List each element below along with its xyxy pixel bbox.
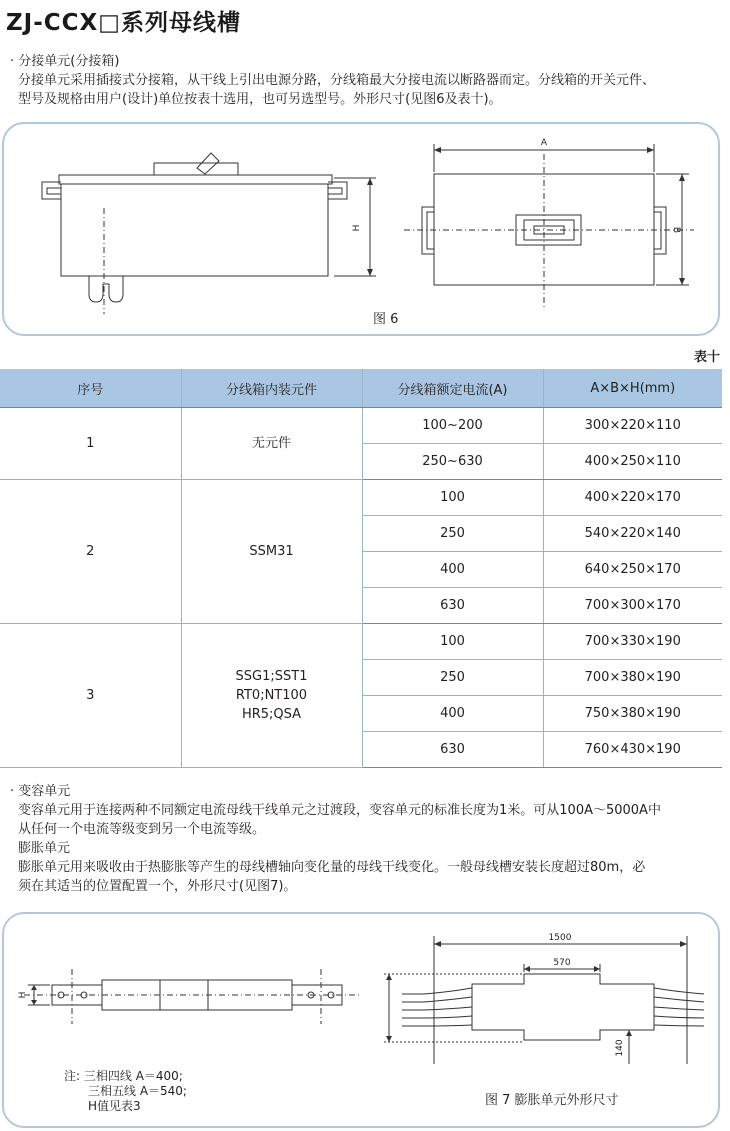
table-cell-dims: 760×430×190 bbox=[543, 732, 722, 768]
table-cell-no: 3 bbox=[0, 624, 181, 768]
note-line: 三相五线 A＝540; bbox=[88, 1084, 187, 1098]
table-row bbox=[0, 624, 722, 660]
dim-h-label: H bbox=[352, 224, 362, 232]
right-flexible-conductors bbox=[654, 988, 704, 1026]
section-heading-expansion: 膨胀单元 bbox=[18, 841, 71, 856]
table-cell-current: 100 bbox=[362, 624, 543, 660]
table-cell-current: 400 bbox=[362, 552, 543, 588]
section-heading-tap-unit: · 分接单元(分接箱) bbox=[10, 52, 655, 71]
table-cell-current: 250~630 bbox=[362, 444, 543, 480]
table-cell-dims: 700×380×190 bbox=[543, 660, 722, 696]
table-header-row bbox=[0, 369, 722, 408]
front-view-lid bbox=[59, 175, 332, 184]
table-cell-current: 400 bbox=[362, 696, 543, 732]
table-cell-dims: 700×330×190 bbox=[543, 624, 722, 660]
section-body-line: 变容单元用于连接两种不同额定电流母线干线单元之过渡段，变容单元的标准长度为1米。可从100A～5000A中 bbox=[18, 803, 661, 818]
figure-6-drawing bbox=[4, 124, 722, 338]
figure-6-panel bbox=[2, 122, 720, 336]
dim-140-label: 140 bbox=[615, 1039, 625, 1057]
table-cell-component bbox=[181, 480, 362, 624]
table-cell-component bbox=[181, 408, 362, 480]
component-line: HR5;QSA bbox=[241, 707, 302, 722]
section-body-line: 型号及规格由用户(设计)单位按表十选用，也可另选型号。外形尺寸(见图6及表十)。 bbox=[18, 92, 502, 107]
table-cell-dims: 640×250×170 bbox=[543, 552, 722, 588]
front-view-plug-fingers bbox=[89, 276, 123, 302]
table-header-cell: 分线箱内装元件 bbox=[181, 369, 362, 408]
table-cell-no: 1 bbox=[0, 408, 181, 480]
table-row bbox=[0, 408, 722, 444]
figure-7-panel bbox=[2, 912, 720, 1128]
section-tap-unit bbox=[10, 52, 655, 109]
dim-h-label: H bbox=[18, 991, 28, 999]
table-cell-dims: 400×250×110 bbox=[543, 444, 722, 480]
dim-570-label: 570 bbox=[553, 958, 571, 968]
component-line: SSG1;SST1 bbox=[235, 669, 308, 684]
front-view-body bbox=[61, 184, 328, 276]
figure-6-caption: 图 6 bbox=[373, 312, 399, 327]
table-cell-current: 100 bbox=[362, 480, 543, 516]
dim-b-label: B bbox=[671, 226, 681, 234]
table-cell-dims: 300×220×110 bbox=[543, 408, 722, 444]
spec-table bbox=[0, 369, 722, 768]
component-line: SSM31 bbox=[249, 544, 294, 559]
component-line: 无元件 bbox=[251, 436, 291, 451]
dim-a-label: A bbox=[540, 138, 548, 148]
section-heading-transition: · 变容单元 bbox=[10, 782, 661, 801]
front-view-left-bracket bbox=[42, 182, 61, 199]
table-label: 表十 bbox=[693, 350, 720, 365]
table-cell-dims: 540×220×140 bbox=[543, 516, 722, 552]
note-line: H值见表3 bbox=[88, 1099, 141, 1113]
dim-1500-label: 1500 bbox=[548, 933, 572, 943]
expansion-unit-body bbox=[472, 974, 654, 1040]
left-flexible-conductors bbox=[402, 988, 472, 1026]
front-view-top-cap bbox=[154, 163, 238, 175]
page-title: ZJ-CCX□系列母线槽 bbox=[6, 10, 242, 36]
front-view-right-bracket bbox=[328, 182, 347, 199]
table-header-cell: 分线箱额定电流(A) bbox=[362, 369, 543, 408]
figure-7-note bbox=[64, 1069, 187, 1114]
table-cell-dims: 700×300×170 bbox=[543, 588, 722, 624]
table-cell-dims: 750×380×190 bbox=[543, 696, 722, 732]
table-row bbox=[0, 480, 722, 516]
note-label: 注: bbox=[64, 1069, 81, 1083]
section-body-line: 膨胀单元用来吸收由于热膨胀等产生的母线槽轴向变化量的母线干线变化。一般母线槽安装长度超过80m，必 bbox=[18, 860, 646, 875]
table-header-cell: A×B×H(mm) bbox=[543, 369, 722, 408]
figure-7-caption: 图 7 膨胀单元外形尺寸 bbox=[485, 1093, 619, 1108]
component-line: RT0;NT100 bbox=[235, 688, 308, 703]
section-transition-expansion bbox=[10, 782, 661, 896]
section-body-line: 分接单元采用插接式分接箱，从干线上引出电源分路，分线箱最大分接电流以断路器而定。分线箱的开关元件、 bbox=[18, 73, 656, 88]
section-body-line: 从任何一个电流等级变到另一个电流等级。 bbox=[18, 822, 266, 837]
table-cell-no: 2 bbox=[0, 480, 181, 624]
table-cell-current: 630 bbox=[362, 732, 543, 768]
table-cell-current: 250 bbox=[362, 660, 543, 696]
note-line: 三相四线 A＝400; bbox=[83, 1069, 183, 1083]
table-cell-current: 630 bbox=[362, 588, 543, 624]
table-header-cell: 序号 bbox=[0, 369, 181, 408]
table-cell-current: 250 bbox=[362, 516, 543, 552]
table-cell-component bbox=[181, 624, 362, 768]
table-cell-current: 100~200 bbox=[362, 408, 543, 444]
table-cell-dims: 400×220×170 bbox=[543, 480, 722, 516]
section-body-line: 须在其适当的位置配置一个，外形尺寸(见图7)。 bbox=[18, 879, 297, 894]
